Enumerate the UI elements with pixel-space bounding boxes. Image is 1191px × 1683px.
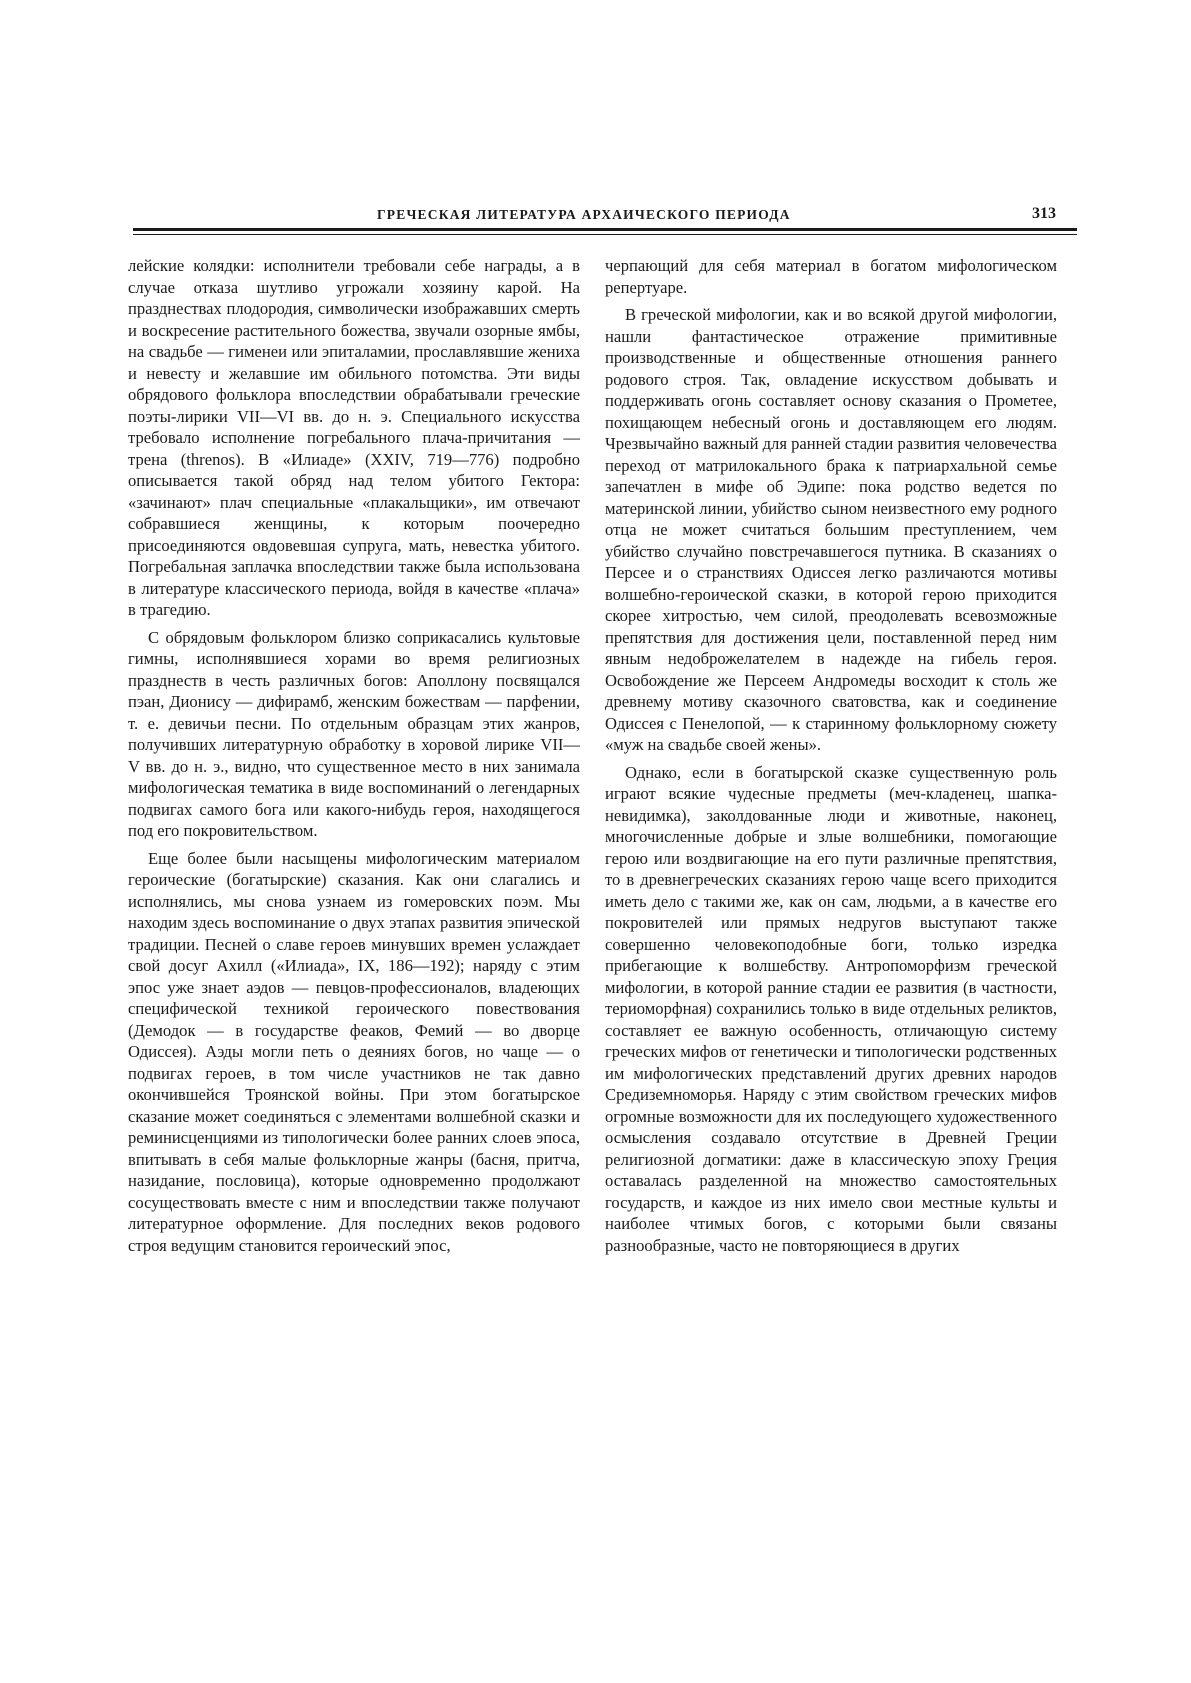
paragraph: черпающий для себя материал в богатом мифологическом репертуаре.: [605, 256, 1057, 297]
running-header-title: ГРЕЧЕСКАЯ ЛИТЕРАТУРА АРХАИЧЕСКОГО ПЕРИОДА: [377, 207, 791, 222]
left-column: [128, 255, 580, 1495]
header-rule-thick: [133, 228, 1077, 231]
running-header: [133, 205, 1066, 227]
paragraph: Еще более были насыщены мифологическим материалом героические (богатырские) сказания. Как они слагались и исполнялись, мы снова узнаем из гомеровских поэм. Мы находим здесь воспоминание о двух этапах развития эпической традиции. Песней о славе героев минувших времен услаждает свой досуг Ахилл («Илиада», IX, 186—192); наряду с этим эпос уже знает аэдов — певцов-профессионалов, владеющих специфической техникой героического повествования (Демодок — в государстве феаков, Фемий — во дворце Одиссея). Аэды могли петь о деяниях богов, но чаще — о подвигах героев, в том числе участников не так давно окончившейся Троянской войны. При этом богатырское сказание может соединяться с элементами волшебной сказки и реминисценциями из типологически более ранних слоев эпоса, впитывать в себя малые фольклорные жанры (басня, притча, назидание, пословица), которые одновременно продолжают сосуществовать вместе с ним и впоследствии также получают литературное оформление. Для последних веков родового строя ведущим становится героический эпос,: [128, 848, 580, 1255]
paragraph: С обрядовым фольклором близко соприкасались культовые гимны, исполнявшиеся хорами во время религиозных празднеств в честь различных богов: Аполлону посвящался пэан, Дионису — дифирамб, женским божествам — парфении, т. е. девичьи песни. По отдельным образцам этих жанров, получивших литературную обработку в хоровой лирике VII—V вв. до н. э., видно, что существенное место в них занимала мифологическая тематика в виде воспоминаний о легендарных подвигах самого бога или какого-нибудь героя, находящегося под его покровительством.: [128, 627, 580, 840]
right-column: [605, 255, 1057, 1495]
paragraph: лейские колядки: исполнители требовали себе награды, а в случае отказа шутливо угрожали хозяину карой. На празднествах плодородия, символически изображавших смерть и воскресение растительного божества, звучали озорные ямбы, на свадьбе — гименеи или эпиталамии, прославлявшие жениха и невесту и желавшие им обильного потомства. Эти виды обрядового фольклора впоследствии обрабатывали греческие поэты-лирики VII—VI вв. до н. э. Специального искусства требовало исполнение погребального плача-причитания — трена (threnos). В «Илиаде» (XXIV, 719—776) подробно описывается такой обряд над телом убитого Гектора: «зачинают» плач специальные «плакальщики», им отвечают собравшиеся женщины, к которым поочередно присоединяются овдовевшая супруга, мать, невестка убитого. Погребальная заплачка впоследствии также была использована в литературе классического периода, войдя в качестве «плача» в трагедию.: [128, 256, 580, 619]
page-number: 313: [1032, 205, 1056, 222]
paragraph: Однако, если в богатырской сказке существенную роль играют всякие чудесные предметы (меч-кладенец, шапка-невидимка), заколдованные люди и животные, наконец, многочисленные добрые и злые волшебники, помогающие герою или воздвигающие на его пути различные препятствия, то в древнегреческих сказаниях герою чаще всего приходится иметь дело с такими же, как он сам, людьми, а в качестве его покровителей или прямых недругов выступают также совершенно человекоподобные боги, только изредка прибегающие к волшебству. Антропоморфизм греческой мифологии, в которой ранние стадии ее развития (в частности, териоморфная) сохранились только в виде отдельных реликтов, составляет ее важную особенность, отличающую систему греческих мифов от генетически и типологически родственных им мифологических представлений других древних народов Средиземноморья. Наряду с этим свойством греческих мифов огромные возможности для их последующего художественного осмысления создавало отсутствие в Древней Греции религиозной догматики: даже в классическую эпоху Греция оставалась разделенной на множество самостоятельных государств, и каждое из них имело свои местные культы и наиболее чтимых богов, с которыми были связаны разнообразные, часто не повторяющиеся в других: [605, 762, 1057, 1255]
paragraph: В греческой мифологии, как и во всякой другой мифологии, нашли фантастическое отражение примитивные производственные и общественные отношения раннего родового строя. Так, овладение искусством добывать и поддерживать огонь составляет основу сказания о Прометее, похищающем небесный огонь и доставляющем его людям. Чрезвычайно важный для ранней стадии развития человечества переход от матрилокального брака к патриархальной семье запечатлен в мифе об Эдипе: пока родство ведется по материнской линии, убийство сыном неизвестного ему родного отца не может считаться большим преступлением, чем убийство случайно повстречавшегося путника. В сказаниях о Персее и о странствиях Одиссея легко различаются мотивы волшебно-героической сказки, в которой герою приходится скорее хитростью, чем силой, преодолевать всевозможные препятствия для достижения цели, поставленной перед ним явным недоброжелателем в надежде на гибель героя. Освобождение же Персеем Андромеды восходит к столь же древнему мотиву сказочного сватовства, как и соединение Одиссея с Пенелопой, — к старинному фольклорному сюжету «муж на свадьбе своей жены».: [605, 305, 1058, 754]
header-rule-thin: [133, 234, 1077, 235]
